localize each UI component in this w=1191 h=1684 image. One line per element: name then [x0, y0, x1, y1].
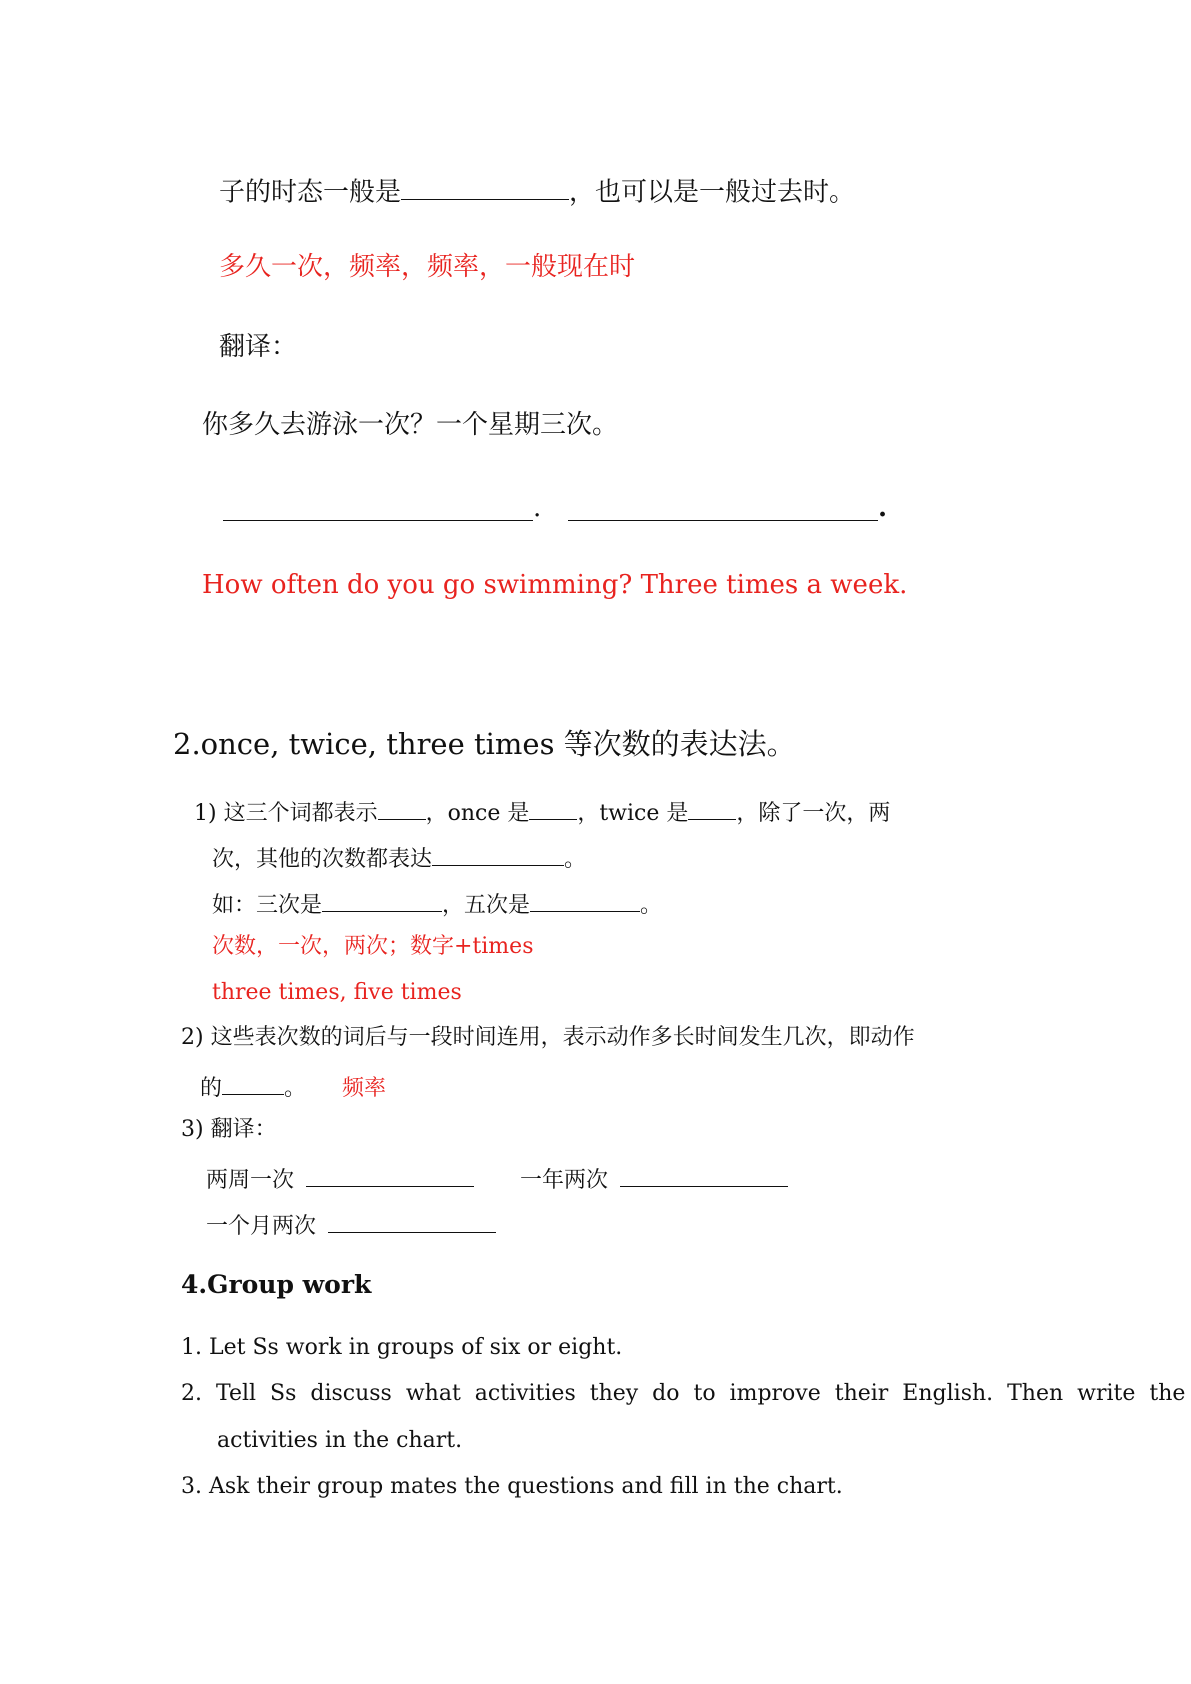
- answer-a: 次数，一次，两次；数字+times: [212, 934, 534, 959]
- blank[interactable]: [378, 796, 426, 820]
- translate-3: [206, 1209, 496, 1240]
- fill-line-1: [219, 172, 855, 208]
- blank[interactable]: [306, 1163, 474, 1187]
- text: 的: [200, 1076, 223, 1102]
- text: ，五次是: [442, 893, 531, 919]
- item-1-line-1: [194, 796, 890, 827]
- text: 两周一次: [206, 1168, 295, 1194]
- blank[interactable]: [401, 172, 569, 200]
- step-2-cont: activities in the chart.: [217, 1428, 463, 1453]
- text: 子的时态一般是: [219, 177, 402, 208]
- step-2: 2. Tell Ss discuss what activities they do to improve their English. Then write the: [181, 1381, 1186, 1406]
- step-3: 3. Ask their group mates the questions and fill in the chart.: [181, 1474, 843, 1499]
- text: 一个月两次: [206, 1214, 317, 1240]
- answer: 频率: [342, 1076, 387, 1102]
- item-1-line-3: [212, 888, 662, 919]
- item-2-line-1: 2) 这些表次数的词后与一段时间连用，表示动作多长时间发生几次，即动作: [181, 1025, 915, 1050]
- text: 。: [284, 1076, 307, 1102]
- blank[interactable]: [432, 842, 564, 866]
- answer-blank-2[interactable]: [568, 520, 878, 521]
- text: 如：三次是: [212, 893, 323, 919]
- text: 1) 这三个词都表示: [194, 801, 378, 827]
- blank[interactable]: [322, 888, 442, 912]
- answer-line-1: 多久一次，频率，频率，一般现在时: [219, 252, 636, 282]
- text: 次，其他的次数都表达: [212, 847, 433, 873]
- blank[interactable]: [620, 1163, 788, 1187]
- step-1: 1. Let Ss work in groups of six or eight.: [181, 1335, 623, 1360]
- text: ，除了一次，两: [736, 801, 891, 827]
- text: ，也可以是一般过去时。: [569, 177, 856, 208]
- blank[interactable]: [688, 796, 736, 820]
- blank[interactable]: [328, 1209, 496, 1233]
- translate-1: [206, 1163, 474, 1194]
- answer-blank-1[interactable]: [223, 520, 533, 521]
- question-cn: 你多久去游泳一次？一个星期三次。: [202, 410, 619, 440]
- answer-b: three times, five times: [212, 980, 462, 1005]
- blank[interactable]: [222, 1071, 284, 1095]
- answer-en: How often do you go swimming? Three times a week.: [202, 570, 908, 600]
- translate-2: [520, 1163, 788, 1194]
- text: 。: [640, 893, 663, 919]
- text: ，twice 是: [577, 801, 689, 827]
- text: 。: [564, 847, 587, 873]
- dot: .: [533, 493, 542, 523]
- text: 一年两次: [520, 1168, 609, 1194]
- blank[interactable]: [530, 888, 640, 912]
- item-1-line-2: [212, 842, 586, 873]
- translate-label: 翻译：: [219, 332, 298, 362]
- section-2-heading: 2.once, twice, three times 等次数的表达法。: [173, 727, 796, 761]
- dot: .: [878, 493, 888, 523]
- text: ，once 是: [425, 801, 530, 827]
- item-3-label: 3) 翻译：: [181, 1117, 277, 1142]
- section-4-heading: 4.Group work: [181, 1270, 372, 1299]
- item-2-line-2: [200, 1071, 386, 1102]
- blank[interactable]: [529, 796, 577, 820]
